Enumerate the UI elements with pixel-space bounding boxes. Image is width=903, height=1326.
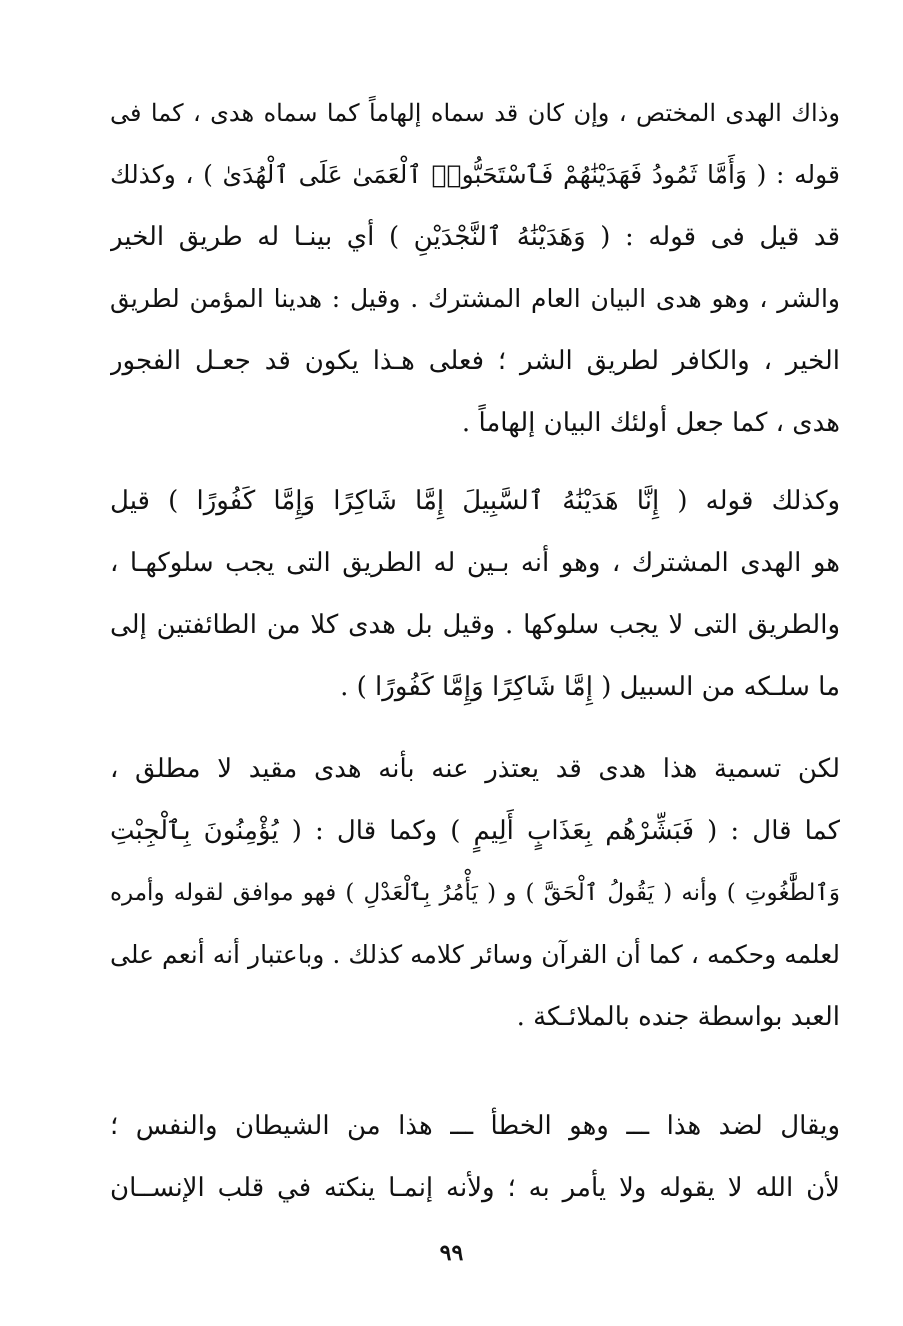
text-line: هو الهدى المشترك ، وهو أنه بـين له الطريق التى يجب سلوكهـا ، — [110, 548, 840, 578]
paragraph-3 — [110, 738, 840, 1048]
text-line: العبد بواسطة جنده بالملائـكة . — [516, 1002, 840, 1032]
text-line: والطريق التى لا يجب سلوكها . وقيل بل هدى كلا من الطائفتين إلى — [110, 610, 840, 640]
page-number: ٩٩ — [439, 1240, 464, 1266]
text-line: لأن الله لا يقوله ولا يأمر به ؛ ولأنه إنمـا ينكته في قلب الإنســان — [110, 1173, 840, 1203]
text-line: الخير ، والكافر لطريق الشر ؛ فعلى هـذا يكون قد جعـل الفجور — [110, 346, 840, 376]
text-line: وكذلك قوله ( إِنَّا هَدَيْنَٰهُ ٱلسَّبِيلَ إِمَّا شَاكِرًا وَإِمَّا كَفُورًا ) قيل — [110, 486, 840, 516]
text-line: قوله : ( وَأَمَّا ثَمُودُ فَهَدَيْنَٰهُمْ فَٱسْتَحَبُّوا۟ ٱلْعَمَىٰ عَلَى ٱلْهُدَىٰ ) ، وكذلك — [110, 160, 840, 189]
text-line: كما قال : ( فَبَشِّرْهُم بِعَذَابٍ أَلِيمٍ ) وكما قال : ( يُؤْمِنُونَ بِٱلْجِبْتِ — [110, 816, 840, 846]
paragraph-4 — [110, 1095, 840, 1219]
text-line: والشر ، وهو هدى البيان العام المشترك . وقيل : هدينا المؤمن لطريق — [110, 284, 840, 313]
text-line: قد قيل فى قوله : ( وَهَدَيْنَٰهُ ٱلنَّجْدَيْنِ ) أي بينـا له طريق الخير — [110, 222, 840, 252]
paragraph-2 — [110, 470, 840, 718]
text-line: لعلمه وحكمه ، كما أن القرآن وسائر كلامه كذلك . وباعتبار أنه أنعم على — [110, 940, 840, 969]
text-line: وَٱلطَّٰغُوتِ ) وأنه ( يَقُولُ ٱلْحَقَّ ) و ( يَأْمُرُ بِٱلْعَدْلِ ) فهو موافق لقوله وأمره — [110, 880, 840, 906]
text-line: هدى ، كما جعل أولئك البيان إلهاماً . — [461, 408, 840, 438]
text-line: وذاك الهدى المختص ، وإن كان قد سماه إلهاماً كما سماه هدى ، كما فى — [110, 99, 840, 127]
text-line: ويقال لضد هذا ـــ وهو الخطأ ـــ هذا من الشيطان والنفس ؛ — [110, 1111, 840, 1141]
paragraph-1 — [110, 82, 840, 454]
text-line: ما سلـكه من السبيل ( إِمَّا شَاكِرًا وَإِمَّا كَفُورًا ) . — [340, 672, 840, 702]
text-line: لكن تسمية هذا هدى قد يعتذر عنه بأنه هدى مقيد لا مطلق ، — [110, 754, 840, 784]
